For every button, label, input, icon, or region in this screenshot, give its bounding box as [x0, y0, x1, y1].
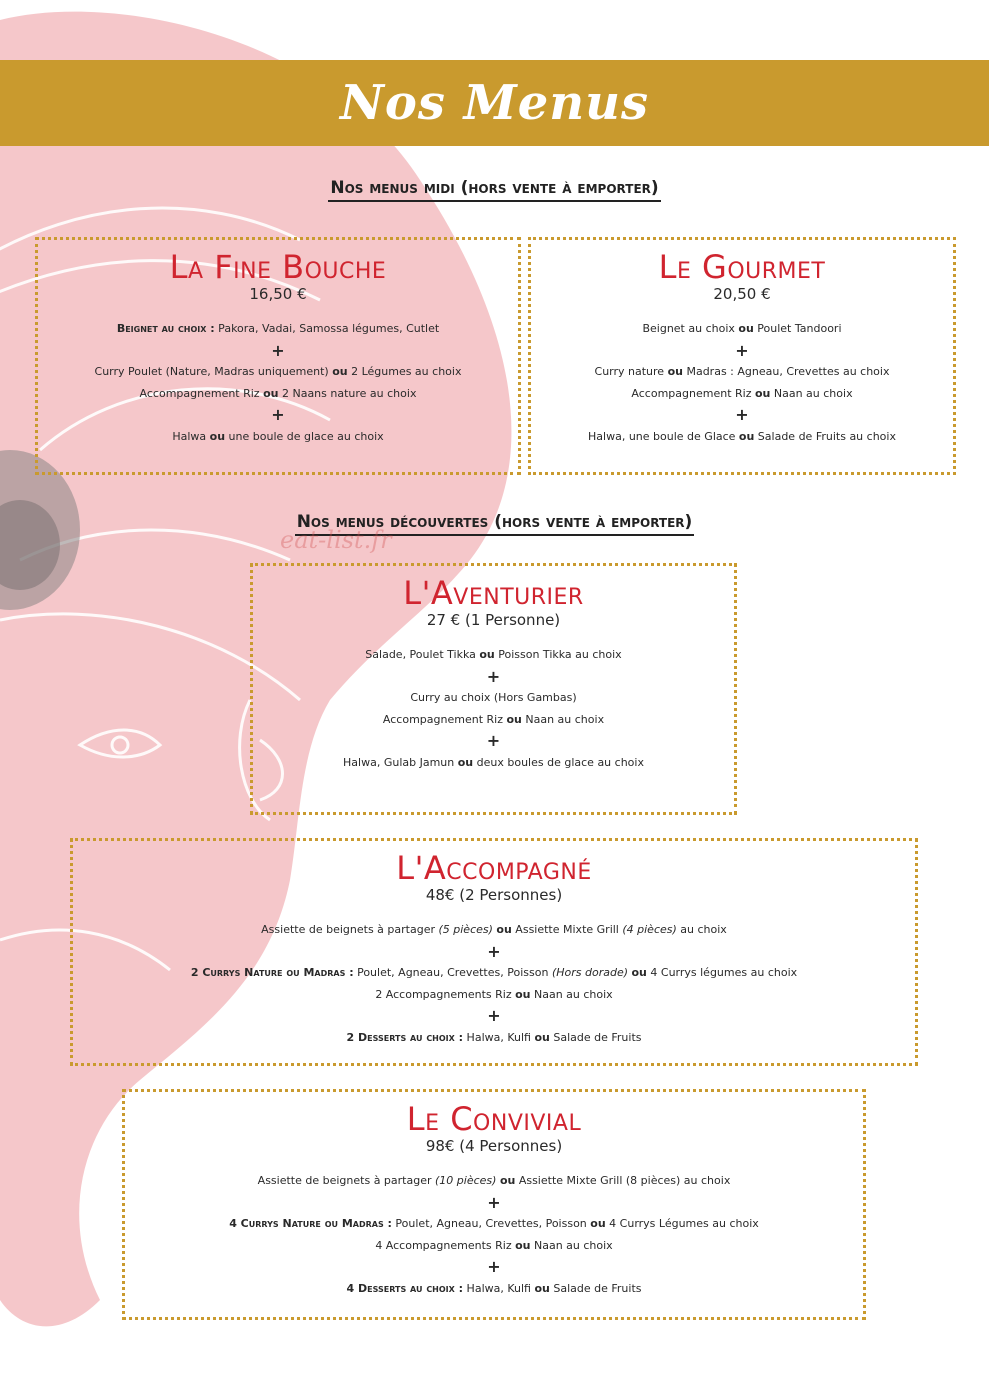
- plus-separator: +: [487, 941, 501, 961]
- menu-line: 4 Desserts au choix : Halwa, Kulfi ou Salade de Fruits: [346, 1281, 642, 1295]
- menu-card-accompagne: [70, 838, 918, 1066]
- menu-line: Accompagnement Riz ou 2 Naans nature au choix: [139, 386, 417, 400]
- menu-title: L'Aventurier: [403, 574, 584, 612]
- menu-line: Beignet au choix : Pakora, Vadai, Samossa légumes, Cutlet: [116, 322, 440, 335]
- menu-line: Curry nature ou Madras : Agneau, Crevettes au choix: [594, 365, 890, 378]
- menu-line: 4 Accompagnements Riz ou Naan au choix: [375, 1238, 613, 1252]
- menu-line: Halwa ou une boule de glace au choix: [172, 429, 384, 443]
- menu-price: 48€ (2 Personnes): [425, 886, 563, 904]
- menu-line: Assiette de beignets à partager (10 pièces) ou Assiette Mixte Grill (8 pièces) au choix: [257, 1174, 731, 1187]
- plus-separator: +: [735, 405, 749, 424]
- section-heading-midi: [0, 178, 989, 198]
- menu-line: 2 Currys Nature ou Madras : Poulet, Agneau, Crevettes, Poisson (Hors dorade) ou 4 Currys légumes au choix: [190, 966, 798, 979]
- menu-line: Accompagnement Riz ou Naan au choix: [382, 712, 605, 726]
- plus-separator: +: [487, 1006, 501, 1025]
- plus-separator: +: [735, 340, 749, 360]
- menu-card-aventurier: [250, 563, 737, 815]
- menu-line: 2 Desserts au choix : Halwa, Kulfi ou Salade de Fruits: [346, 1030, 642, 1044]
- menu-line: Accompagnement Riz ou Naan au choix: [631, 386, 853, 400]
- menu-line: Curry au choix (Hors Gambas): [410, 691, 577, 704]
- menu-title: Le Convivial: [406, 1100, 582, 1138]
- menu-card-convivial: [122, 1089, 866, 1320]
- menu-line: Assiette de beignets à partager (5 pièces) ou Assiette Mixte Grill (4 pièces) au choix: [261, 923, 727, 936]
- plus-separator: +: [271, 405, 285, 424]
- plus-separator: +: [486, 731, 501, 750]
- plus-separator: +: [486, 666, 501, 686]
- menu-title: La Fine Bouche: [169, 248, 387, 286]
- menu-price: 16,50 €: [249, 285, 307, 303]
- menu-line: Beignet au choix ou Poulet Tandoori: [642, 322, 842, 335]
- menu-price: 20,50 €: [713, 285, 771, 303]
- menu-line: Halwa, Gulab Jamun ou deux boules de glace au choix: [343, 755, 644, 769]
- menu-price: 98€ (4 Personnes): [425, 1137, 563, 1155]
- watermark: eat-list.fr: [280, 526, 392, 554]
- menu-line: Curry Poulet (Nature, Madras uniquement) ou 2 Légumes au choix: [94, 365, 462, 378]
- page-title: Nos Menus: [339, 75, 650, 131]
- menu-card-fine-bouche: [35, 237, 521, 475]
- plus-separator: +: [487, 1192, 501, 1212]
- plus-separator: +: [487, 1257, 501, 1276]
- menu-line: 4 Currys Nature ou Madras : Poulet, Agneau, Crevettes, Poisson ou 4 Currys Légumes au choix: [229, 1217, 759, 1230]
- plus-separator: +: [271, 340, 285, 360]
- menu-card-gourmet: [528, 237, 956, 475]
- menu-title: Le Gourmet: [658, 248, 826, 286]
- section-heading-decouvertes: [0, 512, 989, 532]
- menu-line: 2 Accompagnements Riz ou Naan au choix: [375, 987, 613, 1001]
- menu-line: Salade, Poulet Tikka ou Poisson Tikka au choix: [365, 648, 622, 661]
- menu-price: 27 € (1 Personne): [426, 611, 561, 629]
- menu-line: Halwa, une boule de Glace ou Salade de Fruits au choix: [588, 429, 896, 443]
- section-heading-midi-label: Nos menus midi (hors vente à emporter): [328, 178, 660, 202]
- section-heading-decouvertes-label: Nos menus découvertes (hors vente à emporter): [295, 512, 695, 536]
- menu-title: L'Accompagné: [396, 849, 592, 887]
- title-banner: [0, 60, 989, 146]
